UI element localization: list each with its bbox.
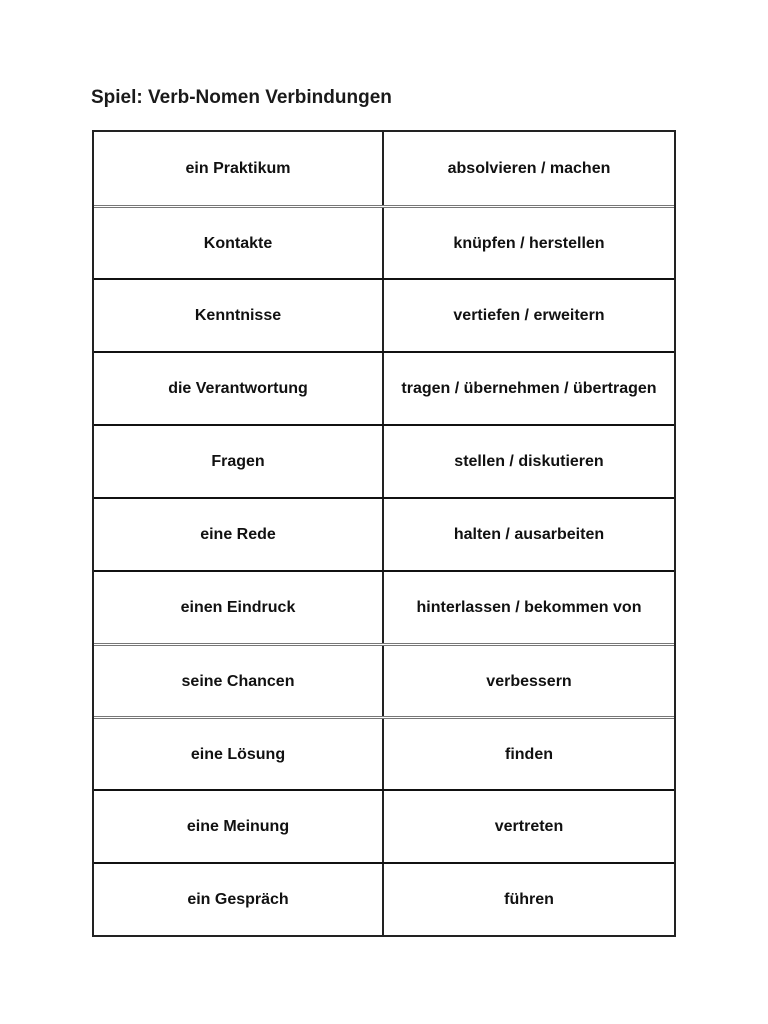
noun-cell: Fragen — [94, 426, 384, 497]
table-row — [94, 716, 674, 789]
verb-cell: führen — [504, 891, 554, 908]
table-row — [94, 424, 674, 497]
verb-cell: vertiefen / erweitern — [453, 307, 605, 324]
verb-cell: halten / ausarbeiten — [453, 526, 605, 543]
page-title: Spiel: Verb-Nomen Verbindungen — [91, 87, 392, 108]
noun-cell: eine Rede — [94, 499, 384, 570]
verb-cell: stellen / diskutieren — [454, 453, 604, 470]
table-row — [94, 862, 674, 935]
verb-cell: knüpfen / herstellen — [453, 234, 605, 252]
noun-cell: Kenntnisse — [94, 280, 384, 351]
noun-cell: ein Praktikum — [94, 132, 384, 205]
noun-cell: seine Chancen — [94, 646, 384, 716]
table-row — [94, 351, 674, 424]
table-row — [94, 643, 674, 716]
noun-cell: die Verantwortung — [94, 353, 384, 424]
noun-cell: einen Eindruck — [94, 572, 384, 643]
verb-cell: verbessern — [486, 672, 572, 690]
table-row — [94, 497, 674, 570]
verb-cell: finden — [505, 745, 553, 763]
verb-noun-table — [92, 130, 676, 937]
verb-cell: tragen / übernehmen / übertragen — [401, 380, 657, 397]
table-row — [94, 789, 674, 862]
verb-cell: vertreten — [494, 818, 564, 835]
noun-cell: eine Meinung — [94, 791, 384, 862]
verb-cell: absolvieren / machen — [447, 160, 611, 177]
noun-cell: eine Lösung — [94, 719, 384, 789]
table-row — [94, 205, 674, 278]
verb-cell: hinterlassen / bekommen von — [416, 599, 642, 616]
table-row — [94, 570, 674, 643]
table-row — [94, 132, 674, 205]
table-row — [94, 278, 674, 351]
noun-cell: Kontakte — [94, 208, 384, 278]
noun-cell: ein Gespräch — [94, 864, 384, 935]
